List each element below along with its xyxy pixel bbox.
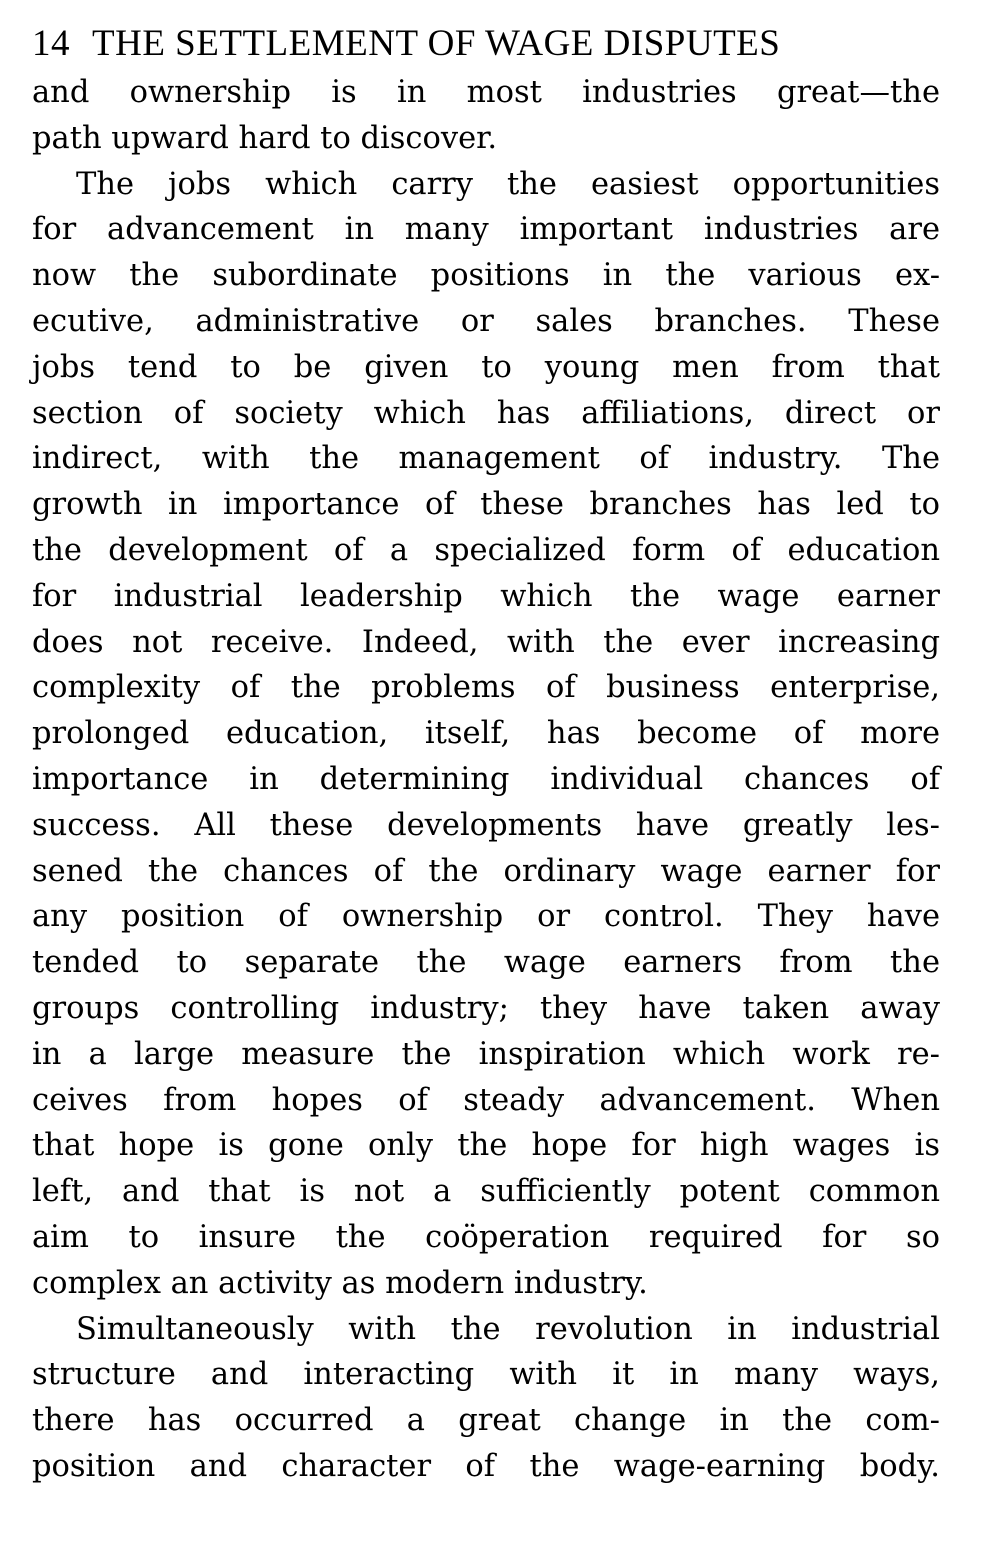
text-line: for advancement in many important industries are [32, 212, 940, 248]
text-line: for industrial leadership which the wage earner [32, 578, 940, 614]
text-line: in a large measure the inspiration which work re- [32, 1036, 940, 1072]
text-line: path upward hard to discover. [32, 120, 498, 156]
text-line: complexity of the problems of business enterprise, [32, 670, 940, 706]
text-line: position and character of the wage-earning body. [32, 1448, 940, 1484]
text-line: aim to insure the coöperation required for so [32, 1219, 940, 1255]
text-line: now the subordinate positions in the various ex- [32, 258, 940, 294]
text-line: tended to separate the wage earners from the [32, 945, 940, 981]
text-line: prolonged education, itself, has become of more [32, 716, 940, 752]
text-line: ecutive, administrative or sales branches. These [32, 303, 940, 339]
text-line: section of society which has affiliations, direct or [32, 395, 940, 431]
text-line: the development of a specialized form of education [32, 532, 940, 568]
running-head-title: THE SETTLEMENT OF WAGE DISPUTES [92, 23, 781, 64]
text-line: left, and that is not a sufficiently potent common [32, 1174, 940, 1210]
text-line: there has occurred a great change in the com- [32, 1403, 940, 1439]
text-line: indirect, with the management of industry. The [32, 441, 940, 477]
text-line: sened the chances of the ordinary wage earner for [32, 853, 940, 889]
text-line: and ownership is in most industries great—the [32, 75, 940, 110]
text-line: groups controlling industry; they have taken away [32, 990, 940, 1026]
paragraph-3 [32, 1307, 940, 1490]
text-line: ceives from hopes of steady advancement. When [32, 1082, 940, 1118]
text-line: that hope is gone only the hope for high wages is [32, 1128, 940, 1164]
text-line: success. All these developments have greatly les- [32, 807, 940, 843]
text-line: The jobs which carry the easiest opportunities [76, 166, 940, 202]
text-line: growth in importance of these branches has led to [32, 487, 940, 523]
text-line: any position of ownership or control. They have [32, 899, 940, 935]
paragraph-1 [32, 70, 940, 162]
page-number: 14 [32, 23, 70, 64]
running-head [32, 18, 940, 70]
text-line: complex an activity as modern industry. [32, 1265, 648, 1301]
text-line: importance in determining individual chances of [32, 761, 940, 797]
book-page [32, 18, 940, 1490]
text-line: structure and interacting with it in many ways, [32, 1357, 940, 1393]
text-line: does not receive. Indeed, with the ever increasing [32, 624, 940, 660]
text-line: jobs tend to be given to young men from that [32, 349, 940, 385]
text-line: Simultaneously with the revolution in industrial [76, 1311, 940, 1347]
paragraph-2 [32, 162, 940, 1307]
